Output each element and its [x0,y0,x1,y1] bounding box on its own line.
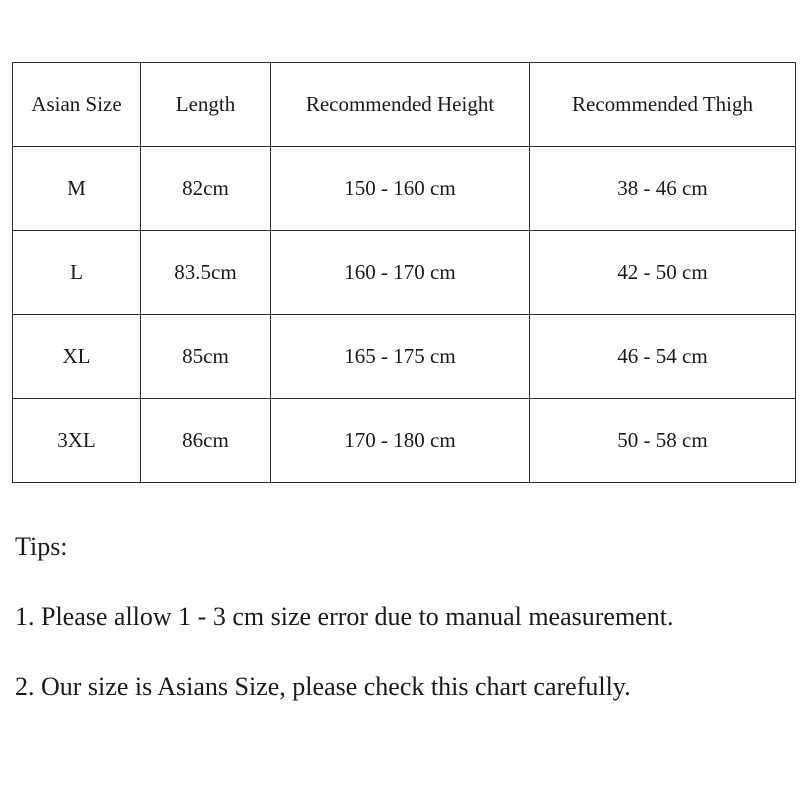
header-recommended-height: Recommended Height [271,63,530,147]
cell-length: 83.5cm [141,231,271,315]
size-chart-table [12,62,796,483]
table-row [13,399,796,483]
cell-thigh: 38 - 46 cm [530,147,796,231]
header-recommended-thigh: Recommended Thigh [530,63,796,147]
table-row [13,147,796,231]
cell-height: 165 - 175 cm [271,315,530,399]
table-header-row [13,63,796,147]
cell-length: 85cm [141,315,271,399]
cell-length: 86cm [141,399,271,483]
cell-thigh: 46 - 54 cm [530,315,796,399]
cell-length: 82cm [141,147,271,231]
cell-size: M [13,147,141,231]
cell-height: 170 - 180 cm [271,399,530,483]
cell-thigh: 42 - 50 cm [530,231,796,315]
cell-thigh: 50 - 58 cm [530,399,796,483]
cell-height: 150 - 160 cm [271,147,530,231]
header-length: Length [141,63,271,147]
table-row [13,231,796,315]
cell-height: 160 - 170 cm [271,231,530,315]
cell-size: XL [13,315,141,399]
tips-title: Tips: [15,532,68,561]
tip-item: 1. Please allow 1 - 3 cm size error due to manual measurement. [15,602,674,631]
tip-item: 2. Our size is Asians Size, please check this chart carefully. [15,672,631,701]
cell-size: L [13,231,141,315]
cell-size: 3XL [13,399,141,483]
table-row [13,315,796,399]
header-asian-size: Asian Size [13,63,141,147]
